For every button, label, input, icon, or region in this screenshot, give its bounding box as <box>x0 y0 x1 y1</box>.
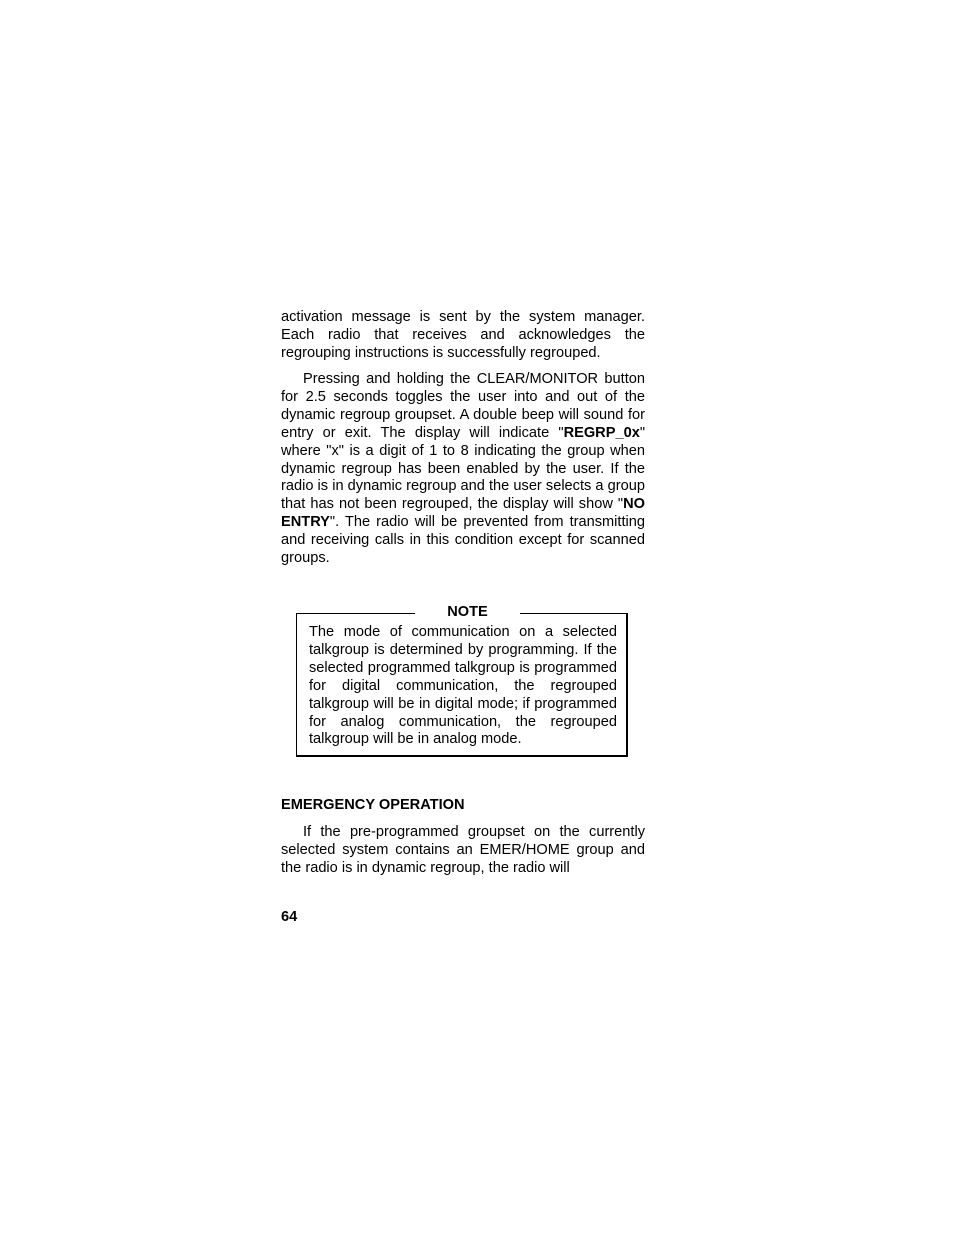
body-paragraph-1 <box>281 309 645 363</box>
display-text-regrp: REGRP_0x <box>563 424 640 441</box>
paragraph-text-segment: " where "x" is a digit of 1 to 8 indicating the group when dynamic regroup has been enabled by the user. If the radio is in dynamic regroup and the user selects a group that has not been regrouped, the display will show " <box>281 424 645 513</box>
note-text: The mode of communication on a selected talkgroup is determined by programming. If the selected programmed talkgroup is programmed for digital communication, the regrouped talkgroup will be in digital mode; if programmed for analog communication, the regrouped talkgroup will be in analog mode. <box>309 624 617 748</box>
paragraph-text: activation message is sent by the system manager. Each radio that receives and acknowledges the regrouping instructions is successfully regrouped. <box>281 309 645 361</box>
note-title: NOTE <box>415 603 520 621</box>
display-text-no-entry: NO ENTRY <box>281 496 645 531</box>
paragraph-text: If the pre-programmed groupset on the currently selected system contains an EMER/HOME group and the radio is in dynamic regroup, the radio will <box>281 824 645 876</box>
body-paragraph-3 <box>281 824 645 878</box>
paragraph-text-segment: Pressing and holding the CLEAR/MONITOR button for 2.5 seconds toggles the user into and out of the dynamic regroup groupset. A double beep will sound for entry or exit. The display will indicate " <box>281 371 645 441</box>
page-number: 64 <box>281 909 298 925</box>
paragraph-text-segment: ". The radio will be prevented from transmitting and receiving calls in this condition except for scanned groups. <box>281 514 645 567</box>
section-heading: EMERGENCY OPERATION <box>281 797 465 813</box>
paragraph-text <box>281 371 645 568</box>
body-paragraph-2 <box>281 371 645 568</box>
